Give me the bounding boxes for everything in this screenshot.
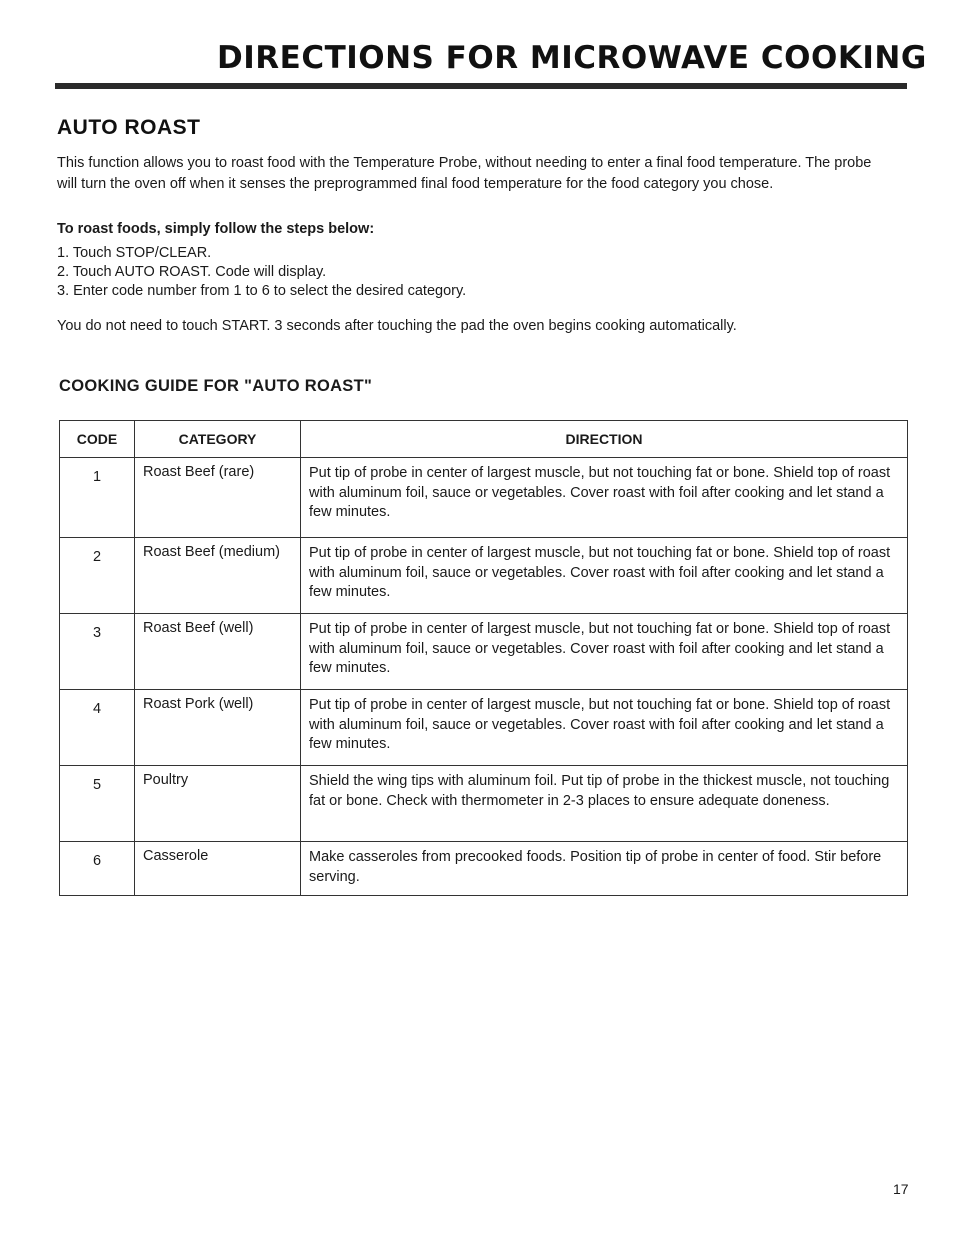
category-cell: Roast Beef (medium) (135, 538, 301, 614)
steps-list (57, 244, 466, 301)
category-cell: Roast Beef (well) (135, 614, 301, 690)
table-row (60, 614, 908, 690)
code-cell: 2 (60, 538, 135, 614)
cooking-guide-heading: COOKING GUIDE FOR "AUTO ROAST" (59, 377, 373, 395)
direction-cell: Shield the wing tips with aluminum foil. Put tip of probe in the thickest muscle, not touching fat or bone. Check with thermometer in 2-3 places to ensure adequate doneness. (301, 766, 908, 842)
table-row (60, 690, 908, 766)
header-direction: DIRECTION (301, 421, 908, 458)
code-cell: 4 (60, 690, 135, 766)
table-header-row (60, 421, 908, 458)
table-row (60, 538, 908, 614)
direction-cell: Put tip of probe in center of largest muscle, but not touching fat or bone. Shield top of roast with aluminum foil, sauce or vegetables. Cover roast with foil after cooking and let stand a few minutes. (301, 690, 908, 766)
code-cell: 3 (60, 614, 135, 690)
table-row (60, 842, 908, 896)
code-cell: 1 (60, 458, 135, 538)
page-number: 17 (893, 1181, 909, 1197)
step-item: 2. Touch AUTO ROAST. Code will display. (57, 264, 327, 280)
direction-cell: Put tip of probe in center of largest muscle, but not touching fat or bone. Shield top of roast with aluminum foil, sauce or vegetables. Cover roast with foil after cooking and let stand a few minutes. (301, 538, 908, 614)
step-item: 1. Touch STOP/CLEAR. (57, 245, 212, 261)
direction-cell: Put tip of probe in center of largest muscle, but not touching fat or bone. Shield top of roast with aluminum foil, sauce or vegetables. Cover roast with foil after cooking and let stand a few minutes. (301, 458, 908, 538)
cooking-guide-table (59, 420, 908, 896)
steps-heading: To roast foods, simply follow the steps below: (57, 221, 375, 237)
direction-cell: Put tip of probe in center of largest muscle, but not touching fat or bone. Shield top of roast with aluminum foil, sauce or vegetables. Cover roast with foil after cooking and let stand a few minutes. (301, 614, 908, 690)
header-category: CATEGORY (135, 421, 301, 458)
direction-cell: Make casseroles from precooked foods. Position tip of probe in center of food. Stir before serving. (301, 842, 908, 896)
section-heading-auto-roast: AUTO ROAST (57, 116, 201, 139)
page-title: DIRECTIONS FOR MICROWAVE COOKING (217, 40, 927, 76)
code-cell: 6 (60, 842, 135, 896)
category-cell: Roast Beef (rare) (135, 458, 301, 538)
table-row (60, 766, 908, 842)
intro-paragraph: This function allows you to roast food with the Temperature Probe, without needing to enter a final food temperature. The probe will turn the oven off when it senses the preprogrammed final food temperature for the food category you chose. (57, 155, 872, 192)
step-item: 3. Enter code number from 1 to 6 to select the desired category. (57, 283, 467, 299)
title-rule (55, 83, 907, 89)
code-cell: 5 (60, 766, 135, 842)
category-cell: Casserole (135, 842, 301, 896)
table-row (60, 458, 908, 538)
category-cell: Roast Pork (well) (135, 690, 301, 766)
header-code: CODE (60, 421, 135, 458)
category-cell: Poultry (135, 766, 301, 842)
start-note: You do not need to touch START. 3 seconds after touching the pad the oven begins cooking automatically. (57, 318, 737, 334)
